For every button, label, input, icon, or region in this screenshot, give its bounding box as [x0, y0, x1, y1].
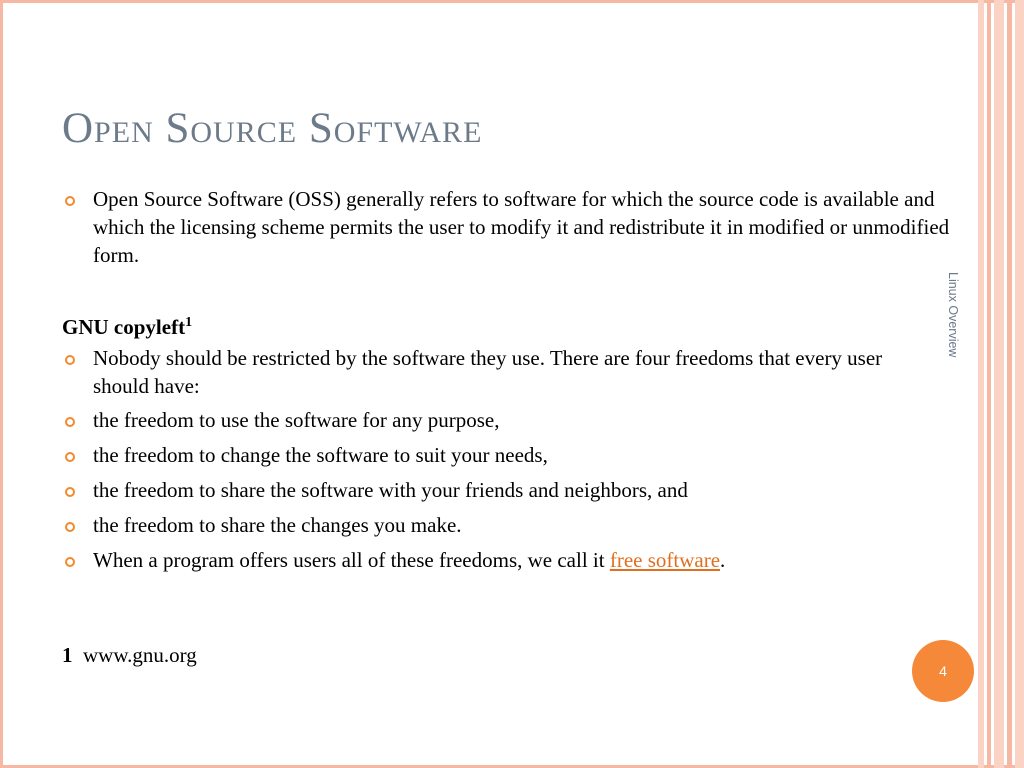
frame-top-border — [0, 0, 1024, 3]
right-stripe-1 — [978, 0, 984, 768]
intro-bullet — [93, 185, 963, 269]
side-label: Linux Overview — [946, 272, 960, 358]
final-bullet-suffix: . — [720, 548, 726, 572]
final-bullet-prefix: When a program offers users all of these freedoms, we call it — [93, 548, 610, 572]
right-stripe-4 — [1007, 0, 1012, 768]
page-number-badge — [912, 640, 974, 702]
list-item-text: the freedom to change the software to suit your needs, — [93, 443, 548, 467]
frame-left-border — [0, 0, 3, 768]
list-item — [93, 406, 963, 434]
footnote — [62, 641, 197, 669]
list-item — [93, 441, 963, 469]
free-software-bullet — [93, 546, 893, 574]
list-item-text: the freedom to share the changes you make. — [93, 513, 462, 537]
intro-text: Open Source Software (OSS) generally refers to software for which the source code is available and which the licensing scheme permits the user to modify it and redistribute it in modified or unmodified form. — [93, 187, 950, 267]
list-item-text: the freedom to use the software for any purpose, — [93, 408, 500, 432]
right-stripe-2 — [987, 0, 991, 768]
list-item-text: Nobody should be restricted by the software they use. There are four freedoms that every user should have: — [93, 346, 883, 398]
list-item-text: the freedom to share the software with your friends and neighbors, and — [93, 478, 688, 502]
gnu-footnote-mark: 1 — [185, 315, 193, 330]
slide-title: Open Source Software — [62, 105, 483, 152]
right-stripe-3 — [994, 0, 1004, 768]
footnote-text: www.gnu.org — [83, 643, 197, 667]
footnote-number: 1 — [62, 643, 73, 667]
list-item — [93, 476, 963, 504]
gnu-heading — [62, 309, 192, 341]
free-software-link[interactable]: free software — [609, 548, 721, 572]
page-number: 4 — [939, 663, 947, 679]
list-item — [93, 511, 963, 539]
gnu-heading-text: GNU copyleft — [62, 315, 186, 339]
list-item — [93, 344, 943, 400]
right-stripe-5 — [1015, 0, 1024, 768]
